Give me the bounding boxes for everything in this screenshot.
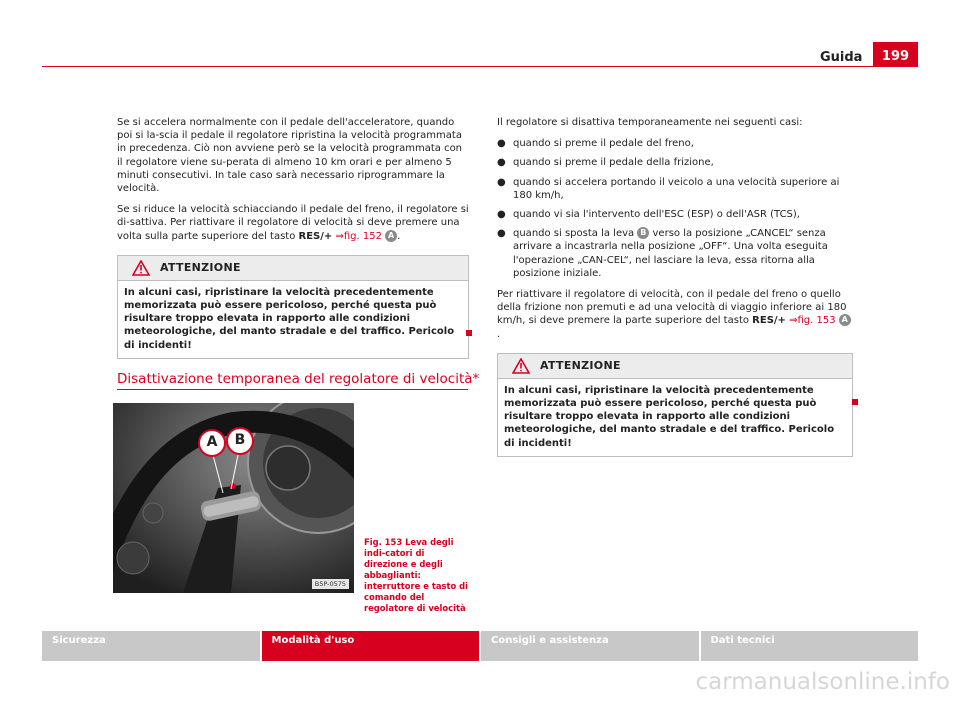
page-number: 199 bbox=[873, 42, 918, 67]
footer-tab-sicurezza[interactable]: Sicurezza bbox=[42, 631, 260, 661]
warning-triangle-icon bbox=[132, 260, 150, 276]
paragraph-resume: Se si accelera normalmente con il pedale dell'acceleratore, quando poi si la-scia il pedale il regolatore ripristina la velocità programmata in precedenza. Ciò non avviene però se la velocità programmata con il regolatore viene su-perata di almeno 10 km orari e per almeno 5 minuti consecutivi. In tale caso sarà necessario riprogrammare la velocità. bbox=[117, 117, 463, 195]
right-column bbox=[497, 116, 853, 457]
paragraph-end: . bbox=[497, 328, 501, 340]
paragraph-intro: Il regolatore si disattiva temporaneamente nei seguenti casi: bbox=[497, 117, 803, 128]
bullet-dot-icon: ● bbox=[497, 176, 506, 188]
warning-title: ATTENZIONE bbox=[160, 261, 241, 275]
list-item bbox=[497, 208, 853, 221]
list-item-text: quando si preme il pedale del freno, bbox=[513, 138, 694, 150]
footer-tab-modalita-uso[interactable]: Modalità d'uso bbox=[262, 631, 480, 661]
page-header-title: Guida bbox=[820, 50, 863, 65]
list-item-text: quando si accelera portando il veicolo a una velocità superiore ai 180 km/h, bbox=[513, 176, 840, 201]
section-divider bbox=[117, 389, 468, 390]
warning-box-right bbox=[497, 353, 853, 457]
left-column bbox=[117, 116, 469, 359]
list-item-text bbox=[513, 227, 853, 280]
key-res: RES/+ bbox=[752, 315, 786, 327]
figure-label-a: A bbox=[206, 434, 218, 450]
badge-a: A bbox=[839, 314, 851, 326]
figure-label-b: B bbox=[234, 432, 246, 448]
section-title: Disattivazione temporanea del regolatore di velocità* bbox=[117, 371, 480, 387]
footer-nav bbox=[42, 631, 918, 661]
badge-b: B bbox=[637, 227, 649, 239]
list-item-text: quando vi sia l'intervento dell'ESC (ESP) o dell'ASR (TCS), bbox=[513, 209, 800, 221]
key-res: RES/+ bbox=[298, 230, 333, 242]
bullet-dot-icon: ● bbox=[497, 228, 506, 240]
list-item bbox=[497, 227, 853, 280]
list-item bbox=[497, 176, 853, 202]
header-divider bbox=[42, 66, 918, 67]
paragraph-reactivate bbox=[497, 288, 853, 341]
warning-header bbox=[498, 354, 852, 379]
paragraph-end: . bbox=[397, 230, 401, 242]
figure-ref-link[interactable]: ⇒fig. 153 bbox=[789, 315, 836, 327]
paragraph-brake bbox=[117, 203, 469, 243]
figure-code: B5P-0575 bbox=[312, 579, 349, 589]
list-item-text-b: verso la posizione „CANCEL“ senza arrivare a incastrarla nella posizione „OFF“. Una volta eseguita l'operazione „CAN-CEL“, nel lasciare la leva, essa ritorna alla posizione iniziale. bbox=[513, 228, 828, 279]
warning-text: In alcuni casi, ripristinare la velocità precedentemente memorizzata può essere pericoloso, perché questa può risultare troppo elevata in rapporto alle condizioni meteorologiche, del manto stradale e del traffico. Pericolo di incidenti! bbox=[124, 286, 455, 351]
bullet-dot-icon: ● bbox=[497, 209, 506, 221]
section-end-marker bbox=[466, 330, 472, 336]
figure-153 bbox=[113, 403, 354, 593]
figure-caption: Fig. 153 Leva degli indi-catori di direzione e degli abbaglianti: interruttore e tasto di comando del regolatore di velocità bbox=[364, 537, 469, 613]
footer-tab-dati-tecnici[interactable]: Dati tecnici bbox=[701, 631, 919, 661]
warning-triangle-icon bbox=[512, 358, 530, 374]
paragraph-text: Se si riduce la velocità schiacciando il pedale del freno, il regolatore si di-sattiva. Per riattivare il regolatore di velocità si deve premere una volta sulla parte superiore del tasto bbox=[117, 204, 469, 242]
bullet-dot-icon: ● bbox=[497, 138, 506, 150]
warning-text: In alcuni casi, ripristinare la velocità precedentemente memorizzata può essere pericoloso, perché questa può risultare troppo elevata in rapporto alle condizioni meteorologiche, del manto stradale e del traffico. Pericolo di incidenti! bbox=[504, 384, 835, 449]
figure-ref-link[interactable]: ⇒fig. 152 bbox=[335, 230, 382, 242]
bullet-dot-icon: ● bbox=[497, 157, 506, 169]
badge-a: A bbox=[385, 230, 397, 242]
list-item bbox=[497, 156, 853, 169]
section-end-marker bbox=[852, 399, 858, 405]
list-item-text: quando si preme il pedale della frizione, bbox=[513, 157, 714, 169]
footer-tab-consigli[interactable]: Consigli e assistenza bbox=[481, 631, 699, 661]
warning-box-left bbox=[117, 255, 469, 359]
warning-header bbox=[118, 256, 468, 281]
paragraph-text: Per riattivare il regolatore di velocità, con il pedale del freno o quello della frizione non premuti e ad una velocità di viaggio inferiore ai 180 km/h, si deve premere la parte superiore del tasto bbox=[497, 289, 847, 327]
list-item-text-a: quando si sposta la leva bbox=[513, 228, 638, 240]
warning-title: ATTENZIONE bbox=[540, 359, 621, 373]
list-item bbox=[497, 137, 853, 150]
watermark: carmanualsonline.info bbox=[695, 669, 950, 695]
